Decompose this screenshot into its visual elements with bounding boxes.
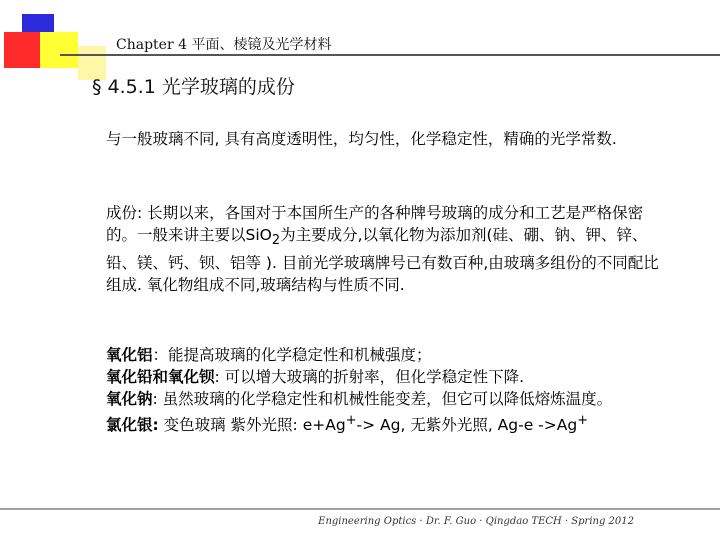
superscript-plus: + [577,413,589,428]
sio2-subscript: 2 [271,233,281,249]
oxide-description: : 虽然玻璃的化学稳定性和机械性能变差，但它可以降低熔炼温度。 [152,390,613,408]
header-divider [60,54,720,56]
paragraph-intro [106,128,666,150]
oxide-term: 氧化铝 [106,346,153,364]
oxide-description: ：能提高玻璃的化学稳定性和机械强度； [152,346,432,364]
composition-text-after: 为主要成分,以氧化物为添加剂(硅、硼、钠、钾、锌、铅、镁、钙、钡、铝等 ). 目前光学玻璃牌号已有数百种,由玻璃多组份的不同配比组成. 氧化物组成不同,玻璃结构与性质不同. [106,226,659,295]
paragraph-oxides [106,344,666,436]
decor-red-square [4,32,42,68]
paragraph-intro-text: 与一般玻璃不同, 具有高度透明性，均匀性，化学稳定性，精确的光学常数. [106,130,617,148]
chapter-title: Chapter 4 平面、棱镜及光学材料 [116,37,332,53]
footer-divider [0,508,720,510]
footer-credit: Engineering Optics · Dr. F. Guo · Qingdao TECH · Spring 2012 [318,516,634,527]
silver-chloride-text-1: 变色玻璃 紫外光照: e+Ag [158,416,346,435]
decor-yellow-square [40,32,78,68]
silver-chloride-term: 氯化银: [106,416,159,435]
composition-text-before: 成份: 长期以来，各国对于本国所生产的各种牌号玻璃的成分和工艺是严格保密的。一般来讲主要以SiO [106,204,644,244]
oxide-term: 氧化铅和氧化钡 [106,368,215,386]
superscript-plus: + [345,413,357,428]
oxide-term: 氧化钠 [106,390,153,408]
silver-chloride-text-2: -> Ag, 无紫外光照, Ag-e ->Ag [356,416,578,435]
paragraph-composition [106,202,666,296]
oxide-description: : 可以增大玻璃的折射率，但化学稳定性下降. [214,368,525,386]
section-title: § 4.5.1 光学玻璃的成份 [92,76,295,98]
